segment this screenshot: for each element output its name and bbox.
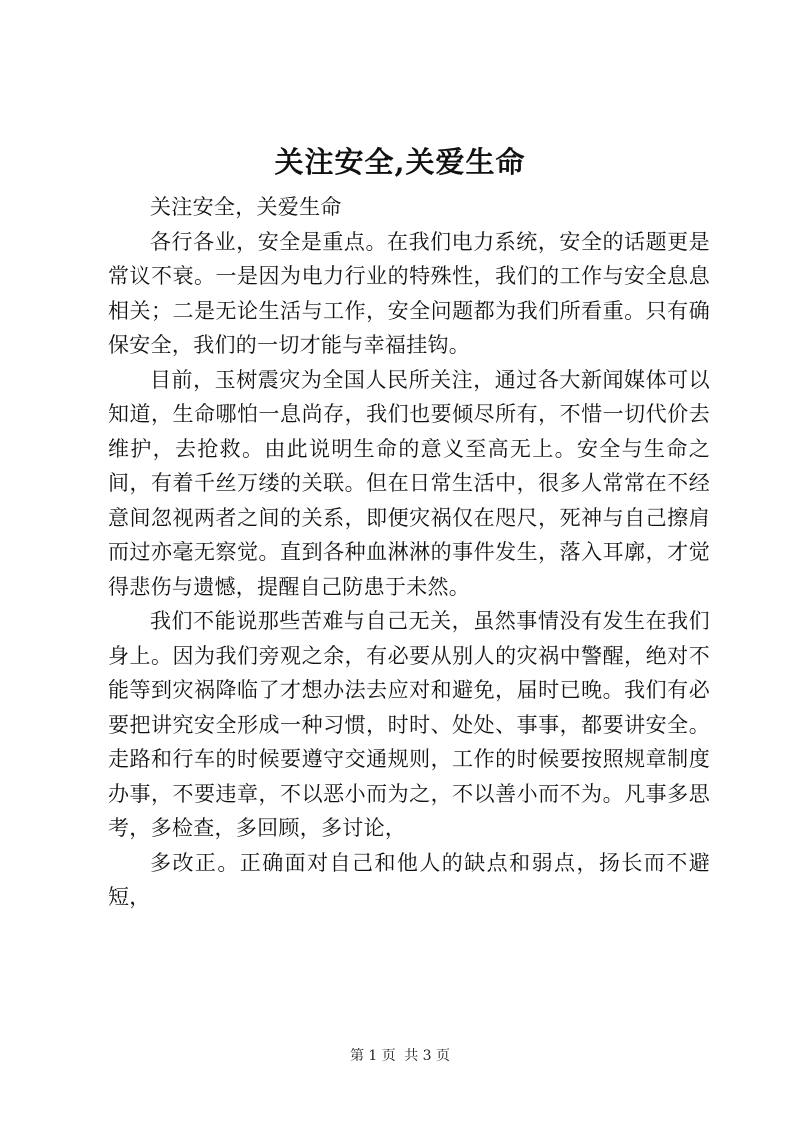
page-total: 共 3 页 [404,1048,451,1064]
document-body [108,190,710,915]
document-title: 关注安全,关爱生命 [274,145,526,179]
paragraph-1: 各行各业，安全是重点。在我们电力系统，安全的话题更是常议不衰。一是因为电力行业的特殊性，我们的工作与安全息息相关；二是无论生活与工作，安全问题都为我们所看重。只有确保安全，我们的一切才能与幸福挂钩。 [108,229,710,357]
paragraph-2: 目前，玉树震灾为全国人民所关注，通过各大新闻媒体可以知道，生命哪怕一息尚存，我们也要倾尽所有，不惜一切代价去维护，去抢救。由此说明生命的意义至高无上。安全与生命之间，有着千丝万缕的关联。但在日常生活中，很多人常常在不经意间忽视两者之间的关系，即便灾祸仅在咫尺，死神与自己擦肩而过亦毫无察觉。直到各种血淋淋的事件发生，落入耳廓，才觉得悲伤与遗憾，提醒自己防患于未然。 [108,367,710,599]
page-footer [0,1046,800,1066]
paragraph-3: 我们不能说那些苦难与自己无关，虽然事情没有发生在我们身上。因为我们旁观之余，有必要从别人的灾祸中警醒，绝对不能等到灾祸降临了才想办法去应对和避免，届时已晚。我们有必要把讲究安全形成一种习惯，时时、处处、事事，都要讲安全。走路和行车的时候要遵守交通规则，工作的时候要按照规章制度办事，不要违章，不以恶小而为之，不以善小而不为。凡事多思考，多检查，多回顾，多讨论， [108,609,710,840]
paragraph-4: 多改正。正确面对自己和他人的缺点和弱点，扬长而不避短， [108,850,710,909]
page-number: 第 1 页 [349,1048,396,1064]
paragraph-subtitle: 关注安全，关爱生命 [150,195,342,219]
